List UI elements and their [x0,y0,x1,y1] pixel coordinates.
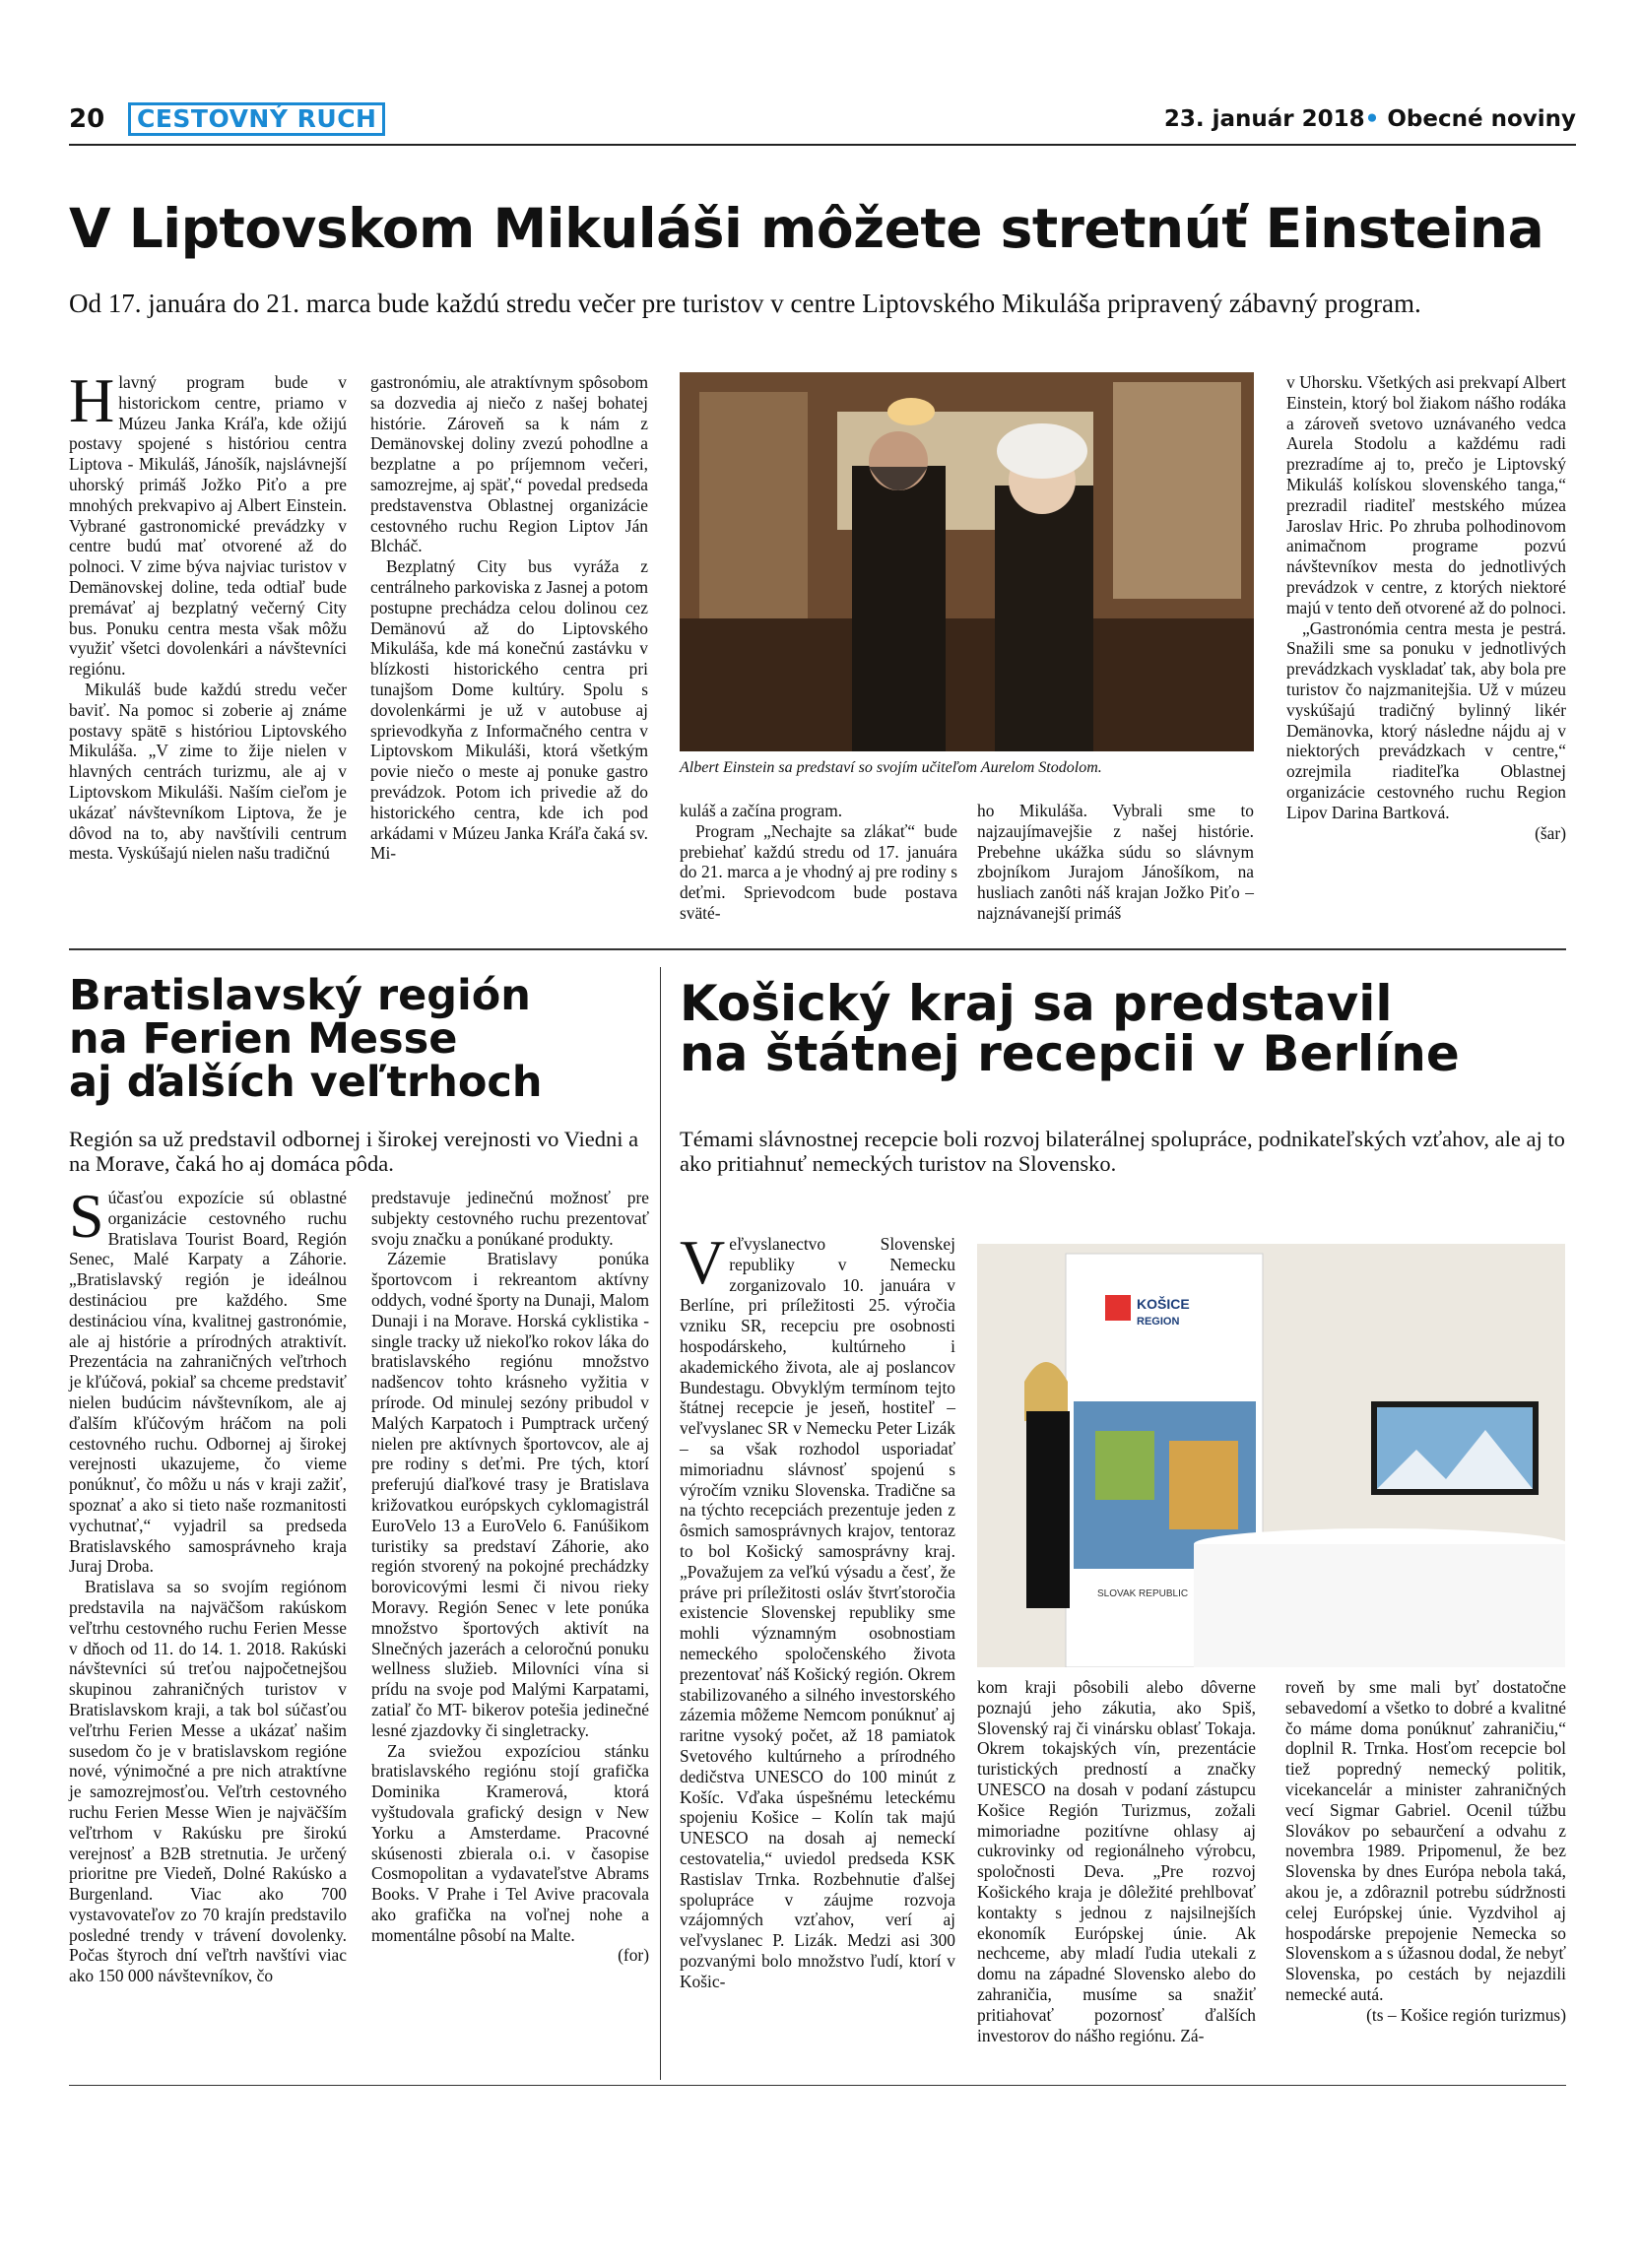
article1-col5-p1: v Uhorsku. Všetkých asi prekvapí Albert Einstein, ktorý bol žiakom nášho rodáka a zároveň svetovo uznávaného vedca Aurela Stodolu a každému radi prezradíme aj to, prečo je Liptovský Mikuláš kolískou slovenského tanga,“ prezradil riaditeľ mestského múzea Jaroslav Hric. Po zhruba polhodinovom animačnom programe pozvú návštevníkov mesta do jednotlivých prevádzok v centre, z ktorých niektoré majú v tento deň otvorené až do polnoci. [1286,372,1566,617]
issue-date: 23. január 2018 [1163,106,1365,132]
article3-signature: (ts – Košice región turizmus) [1366,2004,1566,2025]
einstein-photo-illustration [680,372,1254,751]
article3-title: Košický kraj sa predstavil na štátnej recepcii v Berlíne [680,975,1460,1082]
article1-col4-p1: ho Mikuláša. Vybrali sme to najzaujímavejšie z našej histórie. Prebehne ukážka súdu so slávnym zbojníkom Jurajom Jánošíkom, na husliach zanôti náš krajan Jožko Piťo – najznávanejší primáš [977,801,1254,923]
article3-col2 [977,1677,1256,2045]
column-divider [660,967,661,2080]
einstein-photo [680,372,1254,751]
article3-col2-p1: kom kraji pôsobili alebo dôverne poznajú jeho zákutia, ako Spiš, Slovenský raj či vinársku oblasť Tokaja. Okrem tokajských vín, prezentácie turistických predností a značky UNESCO na dosah v podaní zástupcu Košice Región Turizmus, zožali mimoriadne pozitívne ohlasy aj cukrovinky od regionálneho výrobcu, spoločnosti Deva. „Pre rozvoj Košického kraja je dôležité prehlbovať kontakty s jednou z najsilnejších ekonomík Európskej únie. Ak nechceme, aby mladí ľudia utekali z domu na západné Slovensko alebo do zahraničia, musíme sa snažiť pritiahovať pozornosť ďalších investorov do nášho regiónu. Zá- [977,1677,1256,2045]
section-tag: CESTOVNÝ RUCH [128,102,385,136]
article3-col1-p1: Veľvyslanectvo Slovenskej republiky v Nemecku zorganizovalo 10. januára v Berlíne, pri príležitosti 25. výročia vzniku SR, recepciu pre osobnosti hospodárskeho, kultúrneho i akademického života, ale aj poslancov Bundestagu. Obvyklým termínom tejto štátnej recepcie je jeseň, hostiteľ – veľvyslanec SR v Nemecku Peter Lizák – sa však rozhodol usporiadať mimoriadnu slávnosť spojenú s výročím vzniku Slovenska. Tradične sa na týchto recepciách prezentuje jeden z ôsmich samosprávnych krajov, tentoraz to bol Košický samosprávny kraj. „Považujem za veľkú výsadu a česť, že práve pri príležitosti osláv štvrťstoročia existencie Slovenskej republiky sme mohli významným osobnostiam nemeckého spoločenského života prezentovať náš Košický región. Okrem stabilizovaného a silného investorského zázemia môžeme Nemcom ponúknuť aj raritne vysoký počet, až 18 pamiatok Svetového kultúrneho a prírodného dedičstva UNESCO do 100 minút z Košíc. Vďaka úspešnému leteckému spojeniu Košice – Kolín tak majú UNESCO na dosah aj nemeckí cestovatelia,“ uviedol predseda KSK Rastislav Trnka. Rozbehnutie ďalšej spolupráce v záujme rozvoja vzájomných vzťahov, verí aj veľvyslanec P. Lizák. Medzi asi 300 pozvanými bolo množstvo ľudí, ktorí v Košic- [680,1227,955,1991]
article1-col3 [680,801,957,924]
article1-signature: (šar) [1535,822,1566,843]
issue-info [1164,106,1576,132]
dropcap: S [69,1181,104,1251]
einstein-photo-caption: Albert Einstein sa predstaví so svojím učiteľom Aurelom Stodolom. [680,759,1102,776]
article2-col1-p2: Bratislava sa so svojím regiónom predstavila na najväčšom rakúskom veľtrhu cestovného ruchu Ferien Messe v dňoch od 11. do 14. 1. 2018. Rakúski návštevníci sú treťou najpočetnejšou skupinou zahraničných turistov v Bratislavskom kraji, a tak bol súčasťou veľtrhu Ferien Messe a ukázať našim susedom čo je v bratislavskom regióne nové, výnimočné a pre nich atraktívne je samozrejmosťou. Veľtrh cestovného ruchu Ferien Messe Wien je najväčším veľtrhom v Rakúsku pre širokú verejnosť a B2B stretnutia. Je určený prioritne pre Viedeň, Dolné Rakúsko a Burgenland. Viac ako 700 vystavovateľov zo 70 krajín predstavilo posledné trendy v trávení dovolenky. Počas štyroch dní veľtrh navštívi viac ako 150 000 návštevníkov, čo [69,1577,347,1986]
article1-col4 [977,801,1254,924]
article1-col1 [69,365,347,864]
article1-col2 [370,372,648,864]
kosice-stand-illustration [977,1244,1565,1667]
article2-title: Bratislavský región na Ferien Messe aj ďalších veľtrhoch [69,971,543,1107]
article1-col2-p2: Bezplatný City bus vyráža z centrálneho parkoviska z Jasnej a potom postupne prechádza celou dolinou cez Demänovú až do Liptovského Mikuláša, kde má konečnú zastávku v blízkosti historického centra pri tunajšom Dome kultúry. Spolu s dovolenkármi je už v autobuse aj sprievodkyňa z Informačného centra v Liptovskom Mikuláši, ktorá všetkým povie niečo o meste aj ponuke gastro prevádzok. Potom ich privedie až do historického centra, kde ich pod arkádami v Múzeu Janka Kráľa čaká sv. Mi- [370,556,648,864]
article2-col2 [371,1188,649,1966]
article1-col3-p1: kuláš a začína program. [680,801,843,820]
article1-lead: Od 17. januára do 21. marca bude každú stredu večer pre turistov v centre Liptovského Mikuláša pripravený zábavný program. [69,289,1421,318]
article3-col3-p1: roveň by sme mali byť dostatočne sebavedomí a všetko to dobré a kvalitné čo máme doma ponúknuť zahraničiu,“ doplnil R. Trnka. Hosťom recepcie bol tiež popredný nemecký politik, vicekancelár a minister zahraničných vecí Sigmar Gabriel. Ocenil túžbu Slovákov po sebaurčení a odvahu z novembra 1989. Pripomenul, že bez Slovenska by dnes Európa nebola taká, akou je, a zdôraznil potrebu súdržnosti celej Európskej únie. Vyzdvihol aj hospodárske prepojenie Nemecka so Slovenskom a s úžasnou dodal, že nebyť Slovenska, po cestách by nejazdili nemecké autá. [1285,1677,1566,2004]
article1-col5 [1286,372,1566,843]
article1-title: V Liptovskom Mikuláši môžete stretnúť Einsteina [69,197,1544,260]
article2-col2-p1: predstavuje jedinečnú možnosť pre subjekty cestovného ruchu prezentovať svoju značku a ponúkané produkty. [371,1188,649,1249]
section-divider [69,948,1566,950]
article3-col1 [680,1227,955,1991]
dropcap: H [69,365,115,435]
banner-footer: SLOVAK REPUBLIC [1097,1588,1189,1599]
article3-lead: Témami slávnostnej recepcie boli rozvoj bilaterálnej spolupráce, podnikateľských vzťahov, ale aj to ako pritiahnuť nemeckých turistov na Slovensko. [680,1127,1565,1176]
article2-col2-p3: Za sviežou expozíciou stánku bratislavského regiónu stojí grafička Dominika Kramerová, ktorá vyštudovala grafický design v New Yorku a Amsterdame. Pracovné skúsenosti zbierala o.i. v časopise Cosmopolitan a vydavateľstve Abrams Books. V Prahe i Tel Avive pracovala ako grafička na voľnej nohe a momentálne pôsobí na Malte. [371,1740,649,1945]
article2-col2-p2: Zázemie Bratislavy ponúka športovcom i rekreantom aktívny oddych, vodné športy na Dunaji, Malom Dunaji i na Morave. Horská cyklistika - single tracky už niekoľko rokov láka do bratislavského regiónu množstvo nadšencov tohto krásneho vyžitia v prírode. Od minulej sezóny pribudol v Malých Karpatoch i Pumptrack určený nielen pre aktívnych športovcov, ale aj pre rodiny s deťmi. Pre tých, ktorí preferujú diaľkové trasy je Bratislava križovatkou európskych cyklomagistrál EuroVelo 13 a EuroVelo 6. Fanúšikom turistiky sa predstaví Záhorie, ako región stvorený na pokojné prechádzky borovicovými lesmi či nivou rieky Moravy. Región Senec v lete ponúka množstvo športových aktivít na Slnečných jazerách a celoročnú ponuku wellness služieb. Milovníci vína si prídu na svoje pod Malými Karpatami, zatiaľ čo MT- bikerov potešia jedinečné lesné zjazdovky či singletracky. [371,1249,649,1740]
article2-col1-p1: Súčasťou expozície sú oblastné organizácie cestovného ruchu Bratislava Tourist Board, Región Senec, Malé Karpaty a Záhorie. „Bratislavský región je ideálnou destináciou pre každého. Sme destináciou vína, kvalitnej gastronómie, ale aj histórie a prírodných atraktivít. Prezentácia na zahraničných veľtrhoch je kľúčová, pokiaľ sa chceme predstaviť nielen budúcim návštevníkom, ale aj ďalším kľúčovým hráčom na poli cestovného ruchu. Odbornej aj širokej verejnosti ukazujeme, čo vieme ponúknuť, čo môžu u nás v kraji zažiť, spoznať a ako si tieto naše rozmanitosti vychutnať,“ vyjadril sa predseda Bratislavského samosprávneho kraja Juraj Droba. [69,1181,347,1577]
kosice-stand-photo [977,1244,1565,1667]
bottom-rule [69,2085,1566,2086]
article1-col1-p2: Mikuláš bude každú stredu večer baviť. Na pomoc si zoberie aj známe postavy spätē s históriou Liptovského Mikuláša. „V zime to žije nielen v hlavných centrách turizmu, ale aj v Liptovskom Mikuláši. Naším cieľom je ukázať návštevníkom Liptova, že je dôvod na to, aby navštívili centrum mesta. Vyskúšajú nielen našu tradičnú [69,679,347,864]
article3-col3 [1285,1677,1566,2026]
dropcap: V [680,1227,726,1297]
banner-brand-sub: REGION [1137,1316,1180,1328]
page-number: 20 [69,104,105,134]
article1-col2-p1: gastronómiu, ale atraktívnym spôsobom sa dozvedia aj niečo z našej bohatej histórie. Zároveň sa k nám z Demänovskej doliny zvezú pohodlne a bezplatne a po príjemnom večeri, samozrejme, aj späť,“ povedal predseda predstavenstva Oblastnej organizácie cestovného ruchu Region Liptov Ján Blcháč. [370,372,648,556]
article2-lead: Región sa už predstavil odbornej i širokej verejnosti vo Viedni a na Morave, čaká ho aj domáca pôda. [69,1127,639,1176]
paper-name: Obecné noviny [1387,106,1576,132]
article1-col5-p2: „Gastronómia centra mesta je pestrá. Snažili sme sa ponuku v jednotlivých prevádzkach vyskladať tak, aby bola pre turistov čo najzmanitejšia. Už v múzeu vyskúšajú tradičný bylinný likér Demänovka, ktorý následne nájdu aj v niektorých prevádzkach v centre,“ ozrejmila riaditeľka Oblastnej organizácie cestovného ruchu Region Lipov Darina Bartková. [1286,617,1566,822]
article1-col1-p1: Hlavný program bude v historickom centre, priamo v Múzeu Janka Kráľa, kde ožijú postavy spojené s históriou centra Liptova - Mikuláš, Jánošík, najslávnejší uhorský primáš Jožko Piťo a pre mnohých prekvapivo aj Albert Einstein. Vybrané gastronomické prevádzky v centre budú mať otvorené až do polnoci. V zime býva najviac turistov v Demänovskej doline, teda odtiaľ bude premávať aj bezplatný večerný City bus. Ponuku centra mesta však môžu využiť všetci dovolenkári a návštevníci regiónu. [69,365,347,680]
header-rule [69,144,1576,146]
banner-brand: KOŠICE [1137,1296,1190,1312]
separator-dot: • [1364,106,1380,132]
article1-col3-p2: Program „Nechajte sa zlákať“ bude prebiehať každú stredu od 17. januára do 21. marca a je vhodný aj pre rodiny s deťmi. Sprievodcom bude postava sväté- [680,820,957,923]
article2-col1 [69,1181,347,1986]
article2-signature: (for) [618,1945,649,1966]
page-header [69,102,1576,142]
